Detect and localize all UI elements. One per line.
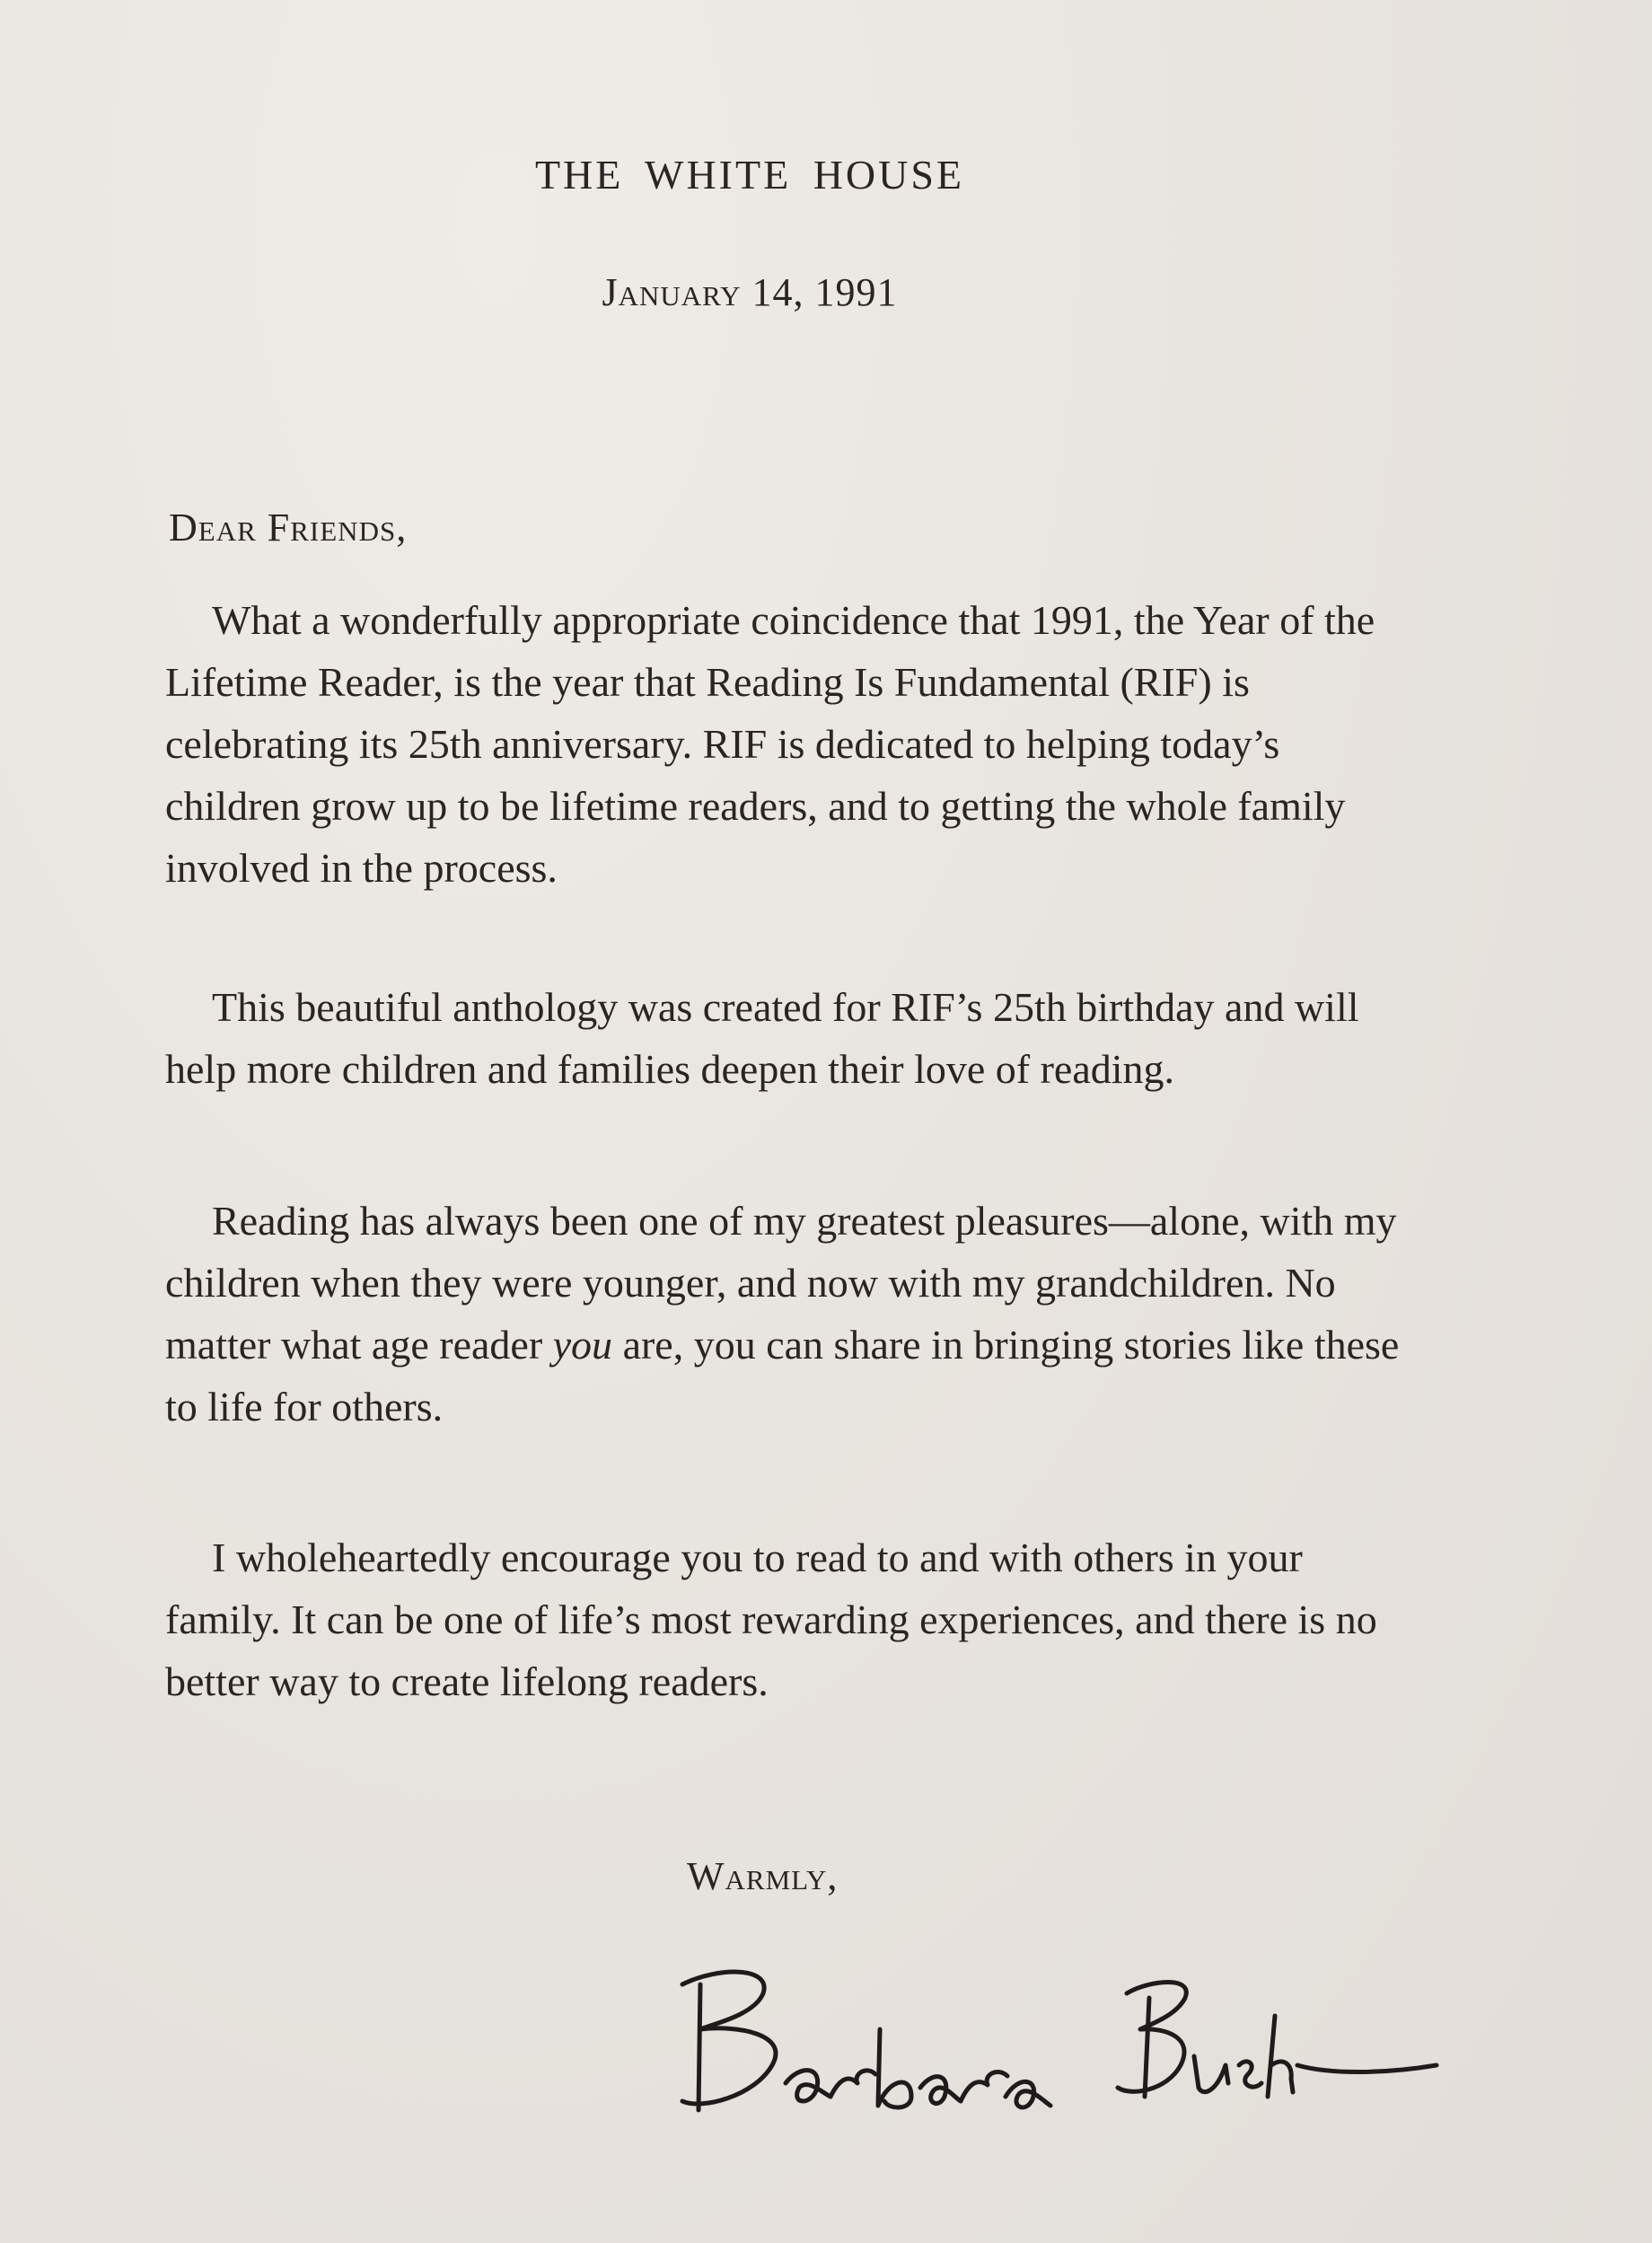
body-paragraph-2: This beautiful anthology was created for RIF’s 25th birthday and will help more children and families deepen their love of reading. xyxy=(165,984,1359,1092)
paragraph-3-text-end: are, you can share in bringing stories like these to life for others. xyxy=(165,1322,1400,1429)
letterhead: THE WHITE HOUSE xyxy=(534,152,965,198)
body-paragraph-4: I wholeheartedly encourage you to read to and with others in your family. It can be one of life’s most rewarding experiences, and there is no better way to create lifelong readers. xyxy=(165,1535,1377,1704)
letter-date: January 14, 1991 xyxy=(602,270,898,314)
handwritten-signature xyxy=(664,1931,1472,2146)
closing: Warmly, xyxy=(687,1854,839,1898)
body-paragraph-3 xyxy=(165,1190,1404,1438)
paragraph-3-emphasis: you xyxy=(552,1322,613,1368)
salutation: Dear Friends, xyxy=(169,506,408,550)
paragraph-3-text-start: Reading has always been one of my greatest pleasures—alone, with my children when they were younger, and now with my grandchildren. No matter what age reader xyxy=(165,1198,1397,1368)
body-paragraph-1: What a wonderfully appropriate coincidence that 1991, the Year of the Lifetime Reader, is the year that Reading Is Fundamental (RIF) is celebrating its 25th anniversary. RIF is dedicated to helping today’s children grow up to be lifetime readers, and to getting the whole family involved in the process. xyxy=(165,597,1375,891)
